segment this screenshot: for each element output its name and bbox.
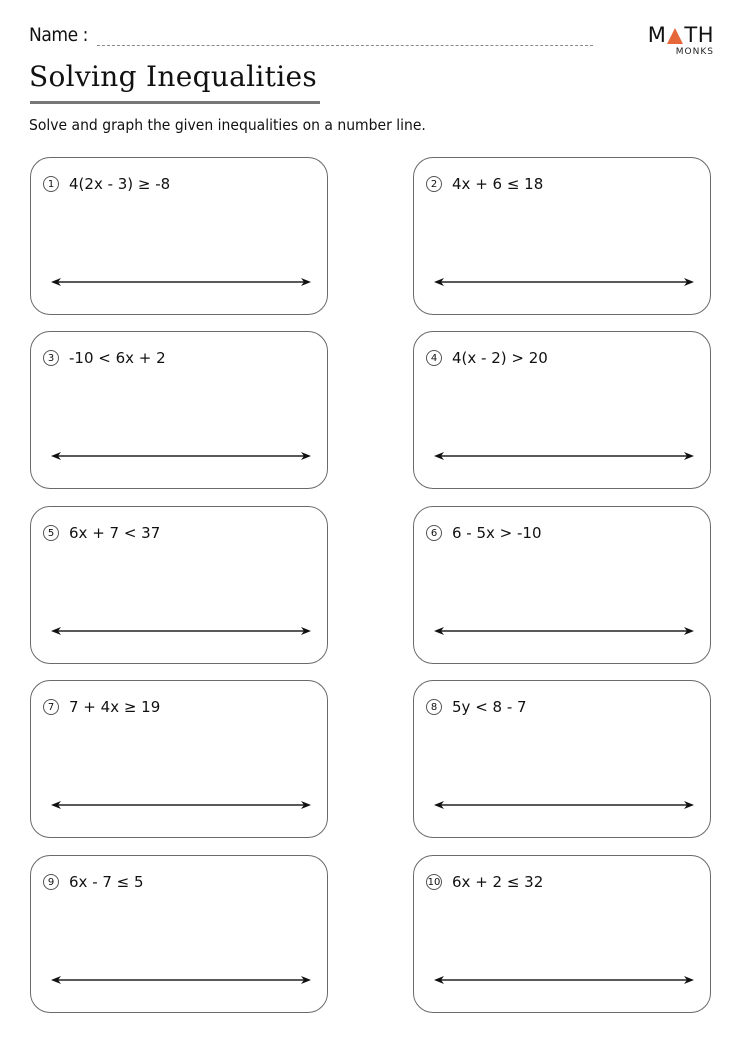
problem-header bbox=[43, 349, 166, 367]
logo-triangle-icon bbox=[667, 28, 683, 44]
problem-header bbox=[43, 873, 144, 891]
problem-box-10 bbox=[413, 855, 711, 1013]
problem-box-5 bbox=[30, 506, 328, 664]
problem-number-circle: 3 bbox=[43, 350, 59, 366]
problem-expression: 6x + 2 ≤ 32 bbox=[452, 873, 544, 891]
number-line-arrow-icon[interactable] bbox=[51, 450, 311, 462]
problem-box-1 bbox=[30, 157, 328, 315]
problem-expression: 4x + 6 ≤ 18 bbox=[452, 175, 544, 193]
number-line-arrow-icon[interactable] bbox=[434, 974, 694, 986]
problem-box-6 bbox=[413, 506, 711, 664]
problem-header bbox=[43, 698, 160, 716]
math-monks-logo bbox=[648, 25, 714, 57]
page-title: Solving Inequalities bbox=[29, 60, 317, 93]
problem-number-circle: 4 bbox=[426, 350, 442, 366]
problem-header bbox=[426, 524, 542, 542]
instructions: Solve and graph the given inequalities on a number line. bbox=[29, 116, 426, 134]
number-line-arrow-icon[interactable] bbox=[434, 799, 694, 811]
number-line-arrow-icon[interactable] bbox=[434, 625, 694, 637]
problem-expression: 7 + 4x ≥ 19 bbox=[69, 698, 161, 716]
problem-box-4 bbox=[413, 331, 711, 489]
problem-header bbox=[426, 175, 543, 193]
number-line-arrow-icon[interactable] bbox=[51, 625, 311, 637]
problem-header bbox=[43, 524, 160, 542]
problem-number-circle: 5 bbox=[43, 525, 59, 541]
problem-expression: 6 - 5x > -10 bbox=[452, 524, 542, 542]
problem-box-3 bbox=[30, 331, 328, 489]
problem-number-circle: 8 bbox=[426, 699, 442, 715]
problem-number-circle: 10 bbox=[426, 874, 442, 890]
problem-expression: 4(2x - 3) ≥ -8 bbox=[69, 175, 171, 193]
problem-expression: 6x + 7 < 37 bbox=[69, 524, 161, 542]
logo-subtitle: MONKS bbox=[675, 47, 714, 57]
problem-header bbox=[43, 175, 170, 193]
number-line-arrow-icon[interactable] bbox=[434, 276, 694, 288]
name-field-line[interactable] bbox=[97, 45, 593, 46]
problem-number-circle: 9 bbox=[43, 874, 59, 890]
logo-text-th: TH bbox=[684, 23, 714, 47]
problem-number-circle: 7 bbox=[43, 699, 59, 715]
problem-header bbox=[426, 349, 548, 367]
name-label: Name : bbox=[29, 24, 88, 46]
problem-expression: 4(x - 2) > 20 bbox=[452, 349, 548, 367]
number-line-arrow-icon[interactable] bbox=[51, 276, 311, 288]
problem-header bbox=[426, 873, 543, 891]
number-line-arrow-icon[interactable] bbox=[51, 799, 311, 811]
title-underline bbox=[30, 101, 320, 104]
problem-box-9 bbox=[30, 855, 328, 1013]
problem-box-8 bbox=[413, 680, 711, 838]
number-line-arrow-icon[interactable] bbox=[51, 974, 311, 986]
problem-number-circle: 6 bbox=[426, 525, 442, 541]
number-line-arrow-icon[interactable] bbox=[434, 450, 694, 462]
problem-box-2 bbox=[413, 157, 711, 315]
problem-number-circle: 1 bbox=[43, 176, 59, 192]
problem-number-circle: 2 bbox=[426, 176, 442, 192]
logo-text-m: M bbox=[647, 23, 667, 47]
problem-box-7 bbox=[30, 680, 328, 838]
problem-header bbox=[426, 698, 527, 716]
problem-expression: 6x - 7 ≤ 5 bbox=[69, 873, 144, 891]
problem-expression: -10 < 6x + 2 bbox=[69, 349, 166, 367]
problem-expression: 5y < 8 - 7 bbox=[452, 698, 527, 716]
